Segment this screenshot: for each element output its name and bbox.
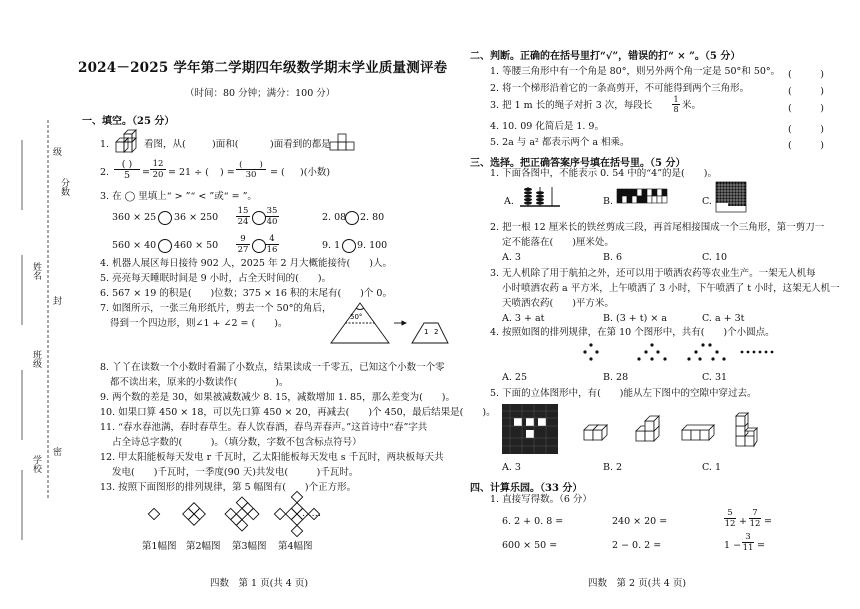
q2-frac2 bbox=[150, 159, 166, 180]
abacus-figure bbox=[518, 181, 562, 207]
q3-number: 3. bbox=[100, 191, 110, 202]
section2-heading: 二、判断。正确的在括号里打“√”，错误的打“ × ”。（5 分） bbox=[470, 51, 741, 62]
choice-q4-opt-c: C. 31 bbox=[702, 372, 728, 383]
q8-text-a: 8. 丫丫在读数一个小数时看漏了小数点，结果读成一千零五，已知这个小数一个零 bbox=[100, 362, 445, 373]
judge-item-2: 2. 将一个梯形沿着它的一条高剪开，不可能得到两个三角形。 bbox=[490, 83, 750, 94]
choice-q1-opt-a: A. bbox=[504, 196, 514, 207]
q13-text: 13. 按照下面图形的排列规律，第 5 幅图有( )个正方形。 bbox=[100, 482, 357, 493]
cube-solid-4 bbox=[734, 404, 758, 448]
q3-r2b: 460 × 50 bbox=[174, 240, 219, 251]
q1-cube-figure bbox=[114, 132, 144, 156]
frac-num: 7 bbox=[752, 508, 758, 518]
judge-item-3-frac bbox=[672, 95, 680, 114]
choice-q4-opt-b: B. 28 bbox=[603, 372, 629, 383]
calc-1: 6. 2 + 0. 8 = bbox=[502, 516, 564, 527]
q2-eq3: ) = bbox=[220, 167, 235, 178]
judge-answer-3[interactable]: ( ) bbox=[788, 103, 824, 114]
frac-num: 1 bbox=[673, 95, 679, 104]
q3-r1c-frac1 bbox=[236, 206, 250, 227]
calc-3-frac2 bbox=[749, 508, 761, 529]
choice-q5-text: 5. 下面的立体图形中，有( )能从左下图中的空隙中穿过去。 bbox=[490, 388, 757, 399]
page2-footer: 四数 第 2 页(共 4 页) bbox=[588, 578, 687, 589]
choice-q5-opt-b: B. 2 bbox=[603, 462, 623, 473]
calc-3 bbox=[724, 508, 794, 534]
choice-q5-opt-c: C. 1 bbox=[702, 462, 722, 473]
q2-number: 2. bbox=[100, 167, 110, 178]
frac-num: 5 bbox=[727, 508, 733, 518]
section3-heading: 三、选择。把正确答案序号填在括号里。（5 分） bbox=[470, 158, 686, 169]
q11-text-a: 11. “春水春池满，春时春草生。春人饮春酒，春鸟弄春声。”这首诗中“春”字共 bbox=[100, 422, 428, 433]
calc-6 bbox=[724, 532, 794, 558]
calc-sub1-heading: 1. 直接写得数。（6 分） bbox=[490, 494, 592, 505]
q7-triangle-figure bbox=[328, 300, 448, 345]
calc-6-frac bbox=[742, 532, 754, 553]
judge-answer-4[interactable]: ( ) bbox=[788, 124, 824, 135]
q7-text-a: 7. 如图所示，一张三角形纸片，剪去一个 50°的角后， bbox=[100, 303, 332, 314]
frac-num: 35 bbox=[266, 206, 278, 216]
choice-q1-text: 1. 下面各图中，不能表示 0. 54 中的“4”的是( )。 bbox=[490, 168, 717, 179]
judge-item-1: 1. 等腰三角形中有一个角是 80°，则另外两个角一定是 50°和 50°。 bbox=[490, 66, 781, 77]
q7-angle-label: 50° bbox=[350, 313, 363, 321]
q13-label-2: 第2幅图 bbox=[186, 541, 221, 552]
choice-q1-opt-c: C. bbox=[702, 196, 712, 207]
choice-q4-text: 4. 按照如图的排列规律，在第 10 个图形中，共有( )个小圆点。 bbox=[490, 327, 775, 338]
q2-frac3 bbox=[236, 159, 266, 180]
q9-text: 9. 两个数的差是 30，如果被减数减少 8. 15，减数增加 1. 85，那么差变为( )。 bbox=[100, 392, 455, 403]
frac-num: 3 bbox=[745, 532, 751, 542]
judge-item-3-unit: 米。 bbox=[682, 100, 702, 111]
q13-dots: …… bbox=[302, 508, 321, 519]
judge-answer-1[interactable]: ( ) bbox=[788, 69, 824, 80]
margin-tight-label: 密 bbox=[51, 447, 61, 456]
q2-frac2-den: 20 bbox=[152, 170, 164, 180]
grid-bar-figure bbox=[617, 189, 669, 205]
binding-margin bbox=[0, 0, 70, 609]
q3-r2c-frac1 bbox=[236, 234, 250, 255]
margin-class-label: 班级 bbox=[31, 350, 41, 368]
q13-label-4: 第4幅图 bbox=[278, 541, 313, 552]
judge-item-5: 5. 2a 与 a² 都表示两个 a 相乘。 bbox=[490, 137, 630, 148]
frac-den: 11 bbox=[742, 543, 754, 553]
q3-r1b: 36 × 250 bbox=[174, 212, 219, 223]
q3-r2c-frac2 bbox=[265, 234, 279, 255]
q6-text: 6. 567 × 19 的积是( )位数；375 × 16 积的末尾有( )个 0。 bbox=[100, 288, 392, 299]
q13-label-3: 第3幅图 bbox=[232, 541, 267, 552]
compare-circle[interactable] bbox=[252, 239, 266, 253]
q3-r2a: 560 × 40 bbox=[112, 240, 157, 251]
calc-3-plus: + bbox=[739, 516, 747, 527]
choice-q5-opt-a: A. 3 bbox=[502, 462, 521, 473]
calc-6-eq: = bbox=[757, 540, 765, 551]
q2-frac3-den: 30 bbox=[245, 170, 257, 180]
calc-5: 2 − 0. 2 = bbox=[612, 540, 662, 551]
q3-intro bbox=[100, 191, 257, 203]
calc-3-frac1 bbox=[724, 508, 736, 529]
q8-text-b: 都不读出来，原来的小数读作( )。 bbox=[110, 377, 289, 388]
choice-q2-text-a: 2. 把一根 12 厘米长的铁丝剪成三段，再首尾相接围成一个三角形，第一剪刀一 bbox=[490, 222, 825, 233]
q3-r1a: 360 × 25 bbox=[112, 212, 157, 223]
q1-text-b: )面和( bbox=[212, 139, 239, 150]
choice-q3-opt-b: B. (3 + t) × a bbox=[603, 313, 667, 324]
q2-eq4: = ( bbox=[270, 167, 285, 178]
q1-text-c: )面看到的都是 bbox=[270, 139, 331, 150]
q3-intro-text: 在 ◯ 里填上“ > ”“ < ”或“ = ”。 bbox=[112, 191, 257, 202]
q1-text-a: 看图，从( bbox=[144, 139, 186, 150]
frac-num: 15 bbox=[237, 206, 249, 216]
choice-q1-opt-b: B. bbox=[603, 196, 614, 207]
q2-frac1-num: ( ) bbox=[121, 159, 133, 170]
q7-angle1-label: 1 bbox=[424, 328, 429, 336]
frac-den: 40 bbox=[266, 217, 278, 227]
cube-solid-3 bbox=[680, 420, 714, 442]
frac-den: 16 bbox=[266, 245, 278, 255]
frac-num: 9 bbox=[240, 234, 246, 244]
margin-name-label: 姓名 bbox=[31, 262, 41, 280]
cube-solid-2 bbox=[634, 412, 664, 442]
calc-2: 240 × 20 = bbox=[612, 516, 668, 527]
compare-circle[interactable] bbox=[252, 211, 266, 225]
choice-q2-opt-a: A. 3 bbox=[502, 252, 521, 263]
frac-den: 27 bbox=[237, 245, 249, 255]
choice-q3-text-a: 3. 无人机除了用于航拍之外，还可以用于喷洒农药等农业生产。一架无人机每 bbox=[490, 268, 816, 279]
q2-frac3-num: ( ) bbox=[239, 160, 263, 170]
calc-4: 600 × 50 = bbox=[502, 540, 558, 551]
choice-q3-text-c: 天喷洒农药( )平方米。 bbox=[502, 298, 614, 309]
compare-circle[interactable] bbox=[158, 211, 172, 225]
dot-pattern-figure bbox=[580, 342, 830, 366]
q4-text: 4. 机器人展区每日接待 902 人，2025 年 2 月大概能接待( )人。 bbox=[100, 258, 392, 269]
judge-answer-2[interactable]: ( ) bbox=[788, 86, 824, 97]
q1-view-figure bbox=[330, 134, 354, 154]
choice-q2-opt-b: B. 6 bbox=[603, 252, 623, 263]
q3-r2d-b: 9. 100 bbox=[357, 240, 388, 251]
q12-text-b: 发电( )千瓦时，一季度(90 天)共发电( )千瓦时。 bbox=[112, 467, 359, 478]
choice-q3-opt-c: C. a + 3t bbox=[702, 313, 745, 324]
frac-den: 24 bbox=[237, 217, 249, 227]
q11-text-b: 占全诗总字数的( )。（填分数，字数不包含标点符号） bbox=[112, 437, 362, 448]
q2-eq2: = 21 ÷ ( bbox=[168, 167, 209, 178]
margin-grade-label: 级 bbox=[51, 147, 61, 156]
frac-num: 4 bbox=[269, 234, 275, 244]
q7-angle2-label: 2 bbox=[434, 328, 439, 336]
q3-r1d-a: 2. 08 bbox=[322, 212, 347, 223]
q3-r1c-frac2 bbox=[265, 206, 279, 227]
q2-frac1 bbox=[114, 159, 140, 182]
calc-3-eq: = bbox=[764, 516, 772, 527]
calc-6-pre: 1 − bbox=[724, 540, 742, 551]
q7-text-b: 得到一个四边形，则∠1 + ∠2 = ( )。 bbox=[110, 318, 288, 329]
compare-circle[interactable] bbox=[158, 239, 172, 253]
section4-heading: 四、计算乐园。（33 分） bbox=[470, 483, 583, 494]
page1-footer: 四数 第 1 页(共 4 页) bbox=[210, 578, 309, 589]
q2-frac1-den: 5 bbox=[123, 170, 131, 181]
gap-grid-figure bbox=[502, 404, 558, 454]
frac-den: 12 bbox=[749, 519, 761, 529]
choice-q3-text-b: 小时喷洒农药 a 平方米，上午喷洒了 3 小时，下午喷洒了 t 小时，这架无人机一 bbox=[502, 283, 840, 294]
section1-heading: 一、填空。（25 分） bbox=[82, 116, 175, 127]
q12-text-a: 12. 甲太阳能板每天发电 r 千瓦时，乙太阳能板每天发电 s 千瓦时，两块板每天共 bbox=[100, 452, 444, 463]
judge-item-4: 4. 10. 09 化简后是 1. 9。 bbox=[490, 121, 604, 132]
judge-item-3: 3. 把 1 m 长的绳子对折 3 次，每段长 bbox=[490, 100, 653, 111]
q5-text: 5. 亮亮每天睡眠时间是 9 小时，占全天时间的( )。 bbox=[100, 273, 332, 284]
q2-eq1: = bbox=[142, 167, 150, 178]
frac-den: 8 bbox=[673, 105, 679, 114]
choice-q4-opt-a: A. 25 bbox=[502, 372, 527, 383]
q2-frac2-num: 12 bbox=[152, 159, 164, 169]
q3-r2d-a: 9. 1 bbox=[322, 240, 341, 251]
compare-circle[interactable] bbox=[342, 239, 356, 253]
choice-q3-opt-a: A. 3 + at bbox=[502, 313, 545, 324]
q2-eq5: )(小数) bbox=[300, 167, 331, 178]
q13-label-1: 第1幅图 bbox=[142, 541, 177, 552]
q3-r1d-b: 2. 80 bbox=[360, 212, 385, 223]
margin-seal-label: 封 bbox=[51, 296, 61, 305]
page-subtitle: （时间：80 分钟；满分：100 分） bbox=[185, 88, 336, 99]
margin-score-label: 分数 bbox=[59, 178, 69, 196]
page-title: 2024－2025 学年第二学期四年级数学期末学业质量测评卷 bbox=[78, 60, 448, 76]
choice-q2-text-b: 定不能落在( )厘米处。 bbox=[502, 237, 614, 248]
frac-den: 12 bbox=[724, 519, 736, 529]
hundred-grid-figure bbox=[716, 182, 746, 212]
q1-number: 1. bbox=[100, 139, 110, 150]
choice-q2-opt-c: C. 10 bbox=[702, 252, 728, 263]
cube-solid-1 bbox=[582, 420, 612, 442]
judge-answer-5[interactable]: ( ) bbox=[788, 140, 824, 151]
margin-school-label: 学校 bbox=[31, 455, 41, 473]
q10-text: 10. 如果口算 450 × 18，可以先口算 450 × 20，再减去( )个 450，最后结果是( )。 bbox=[100, 407, 496, 418]
compare-circle[interactable] bbox=[345, 211, 359, 225]
